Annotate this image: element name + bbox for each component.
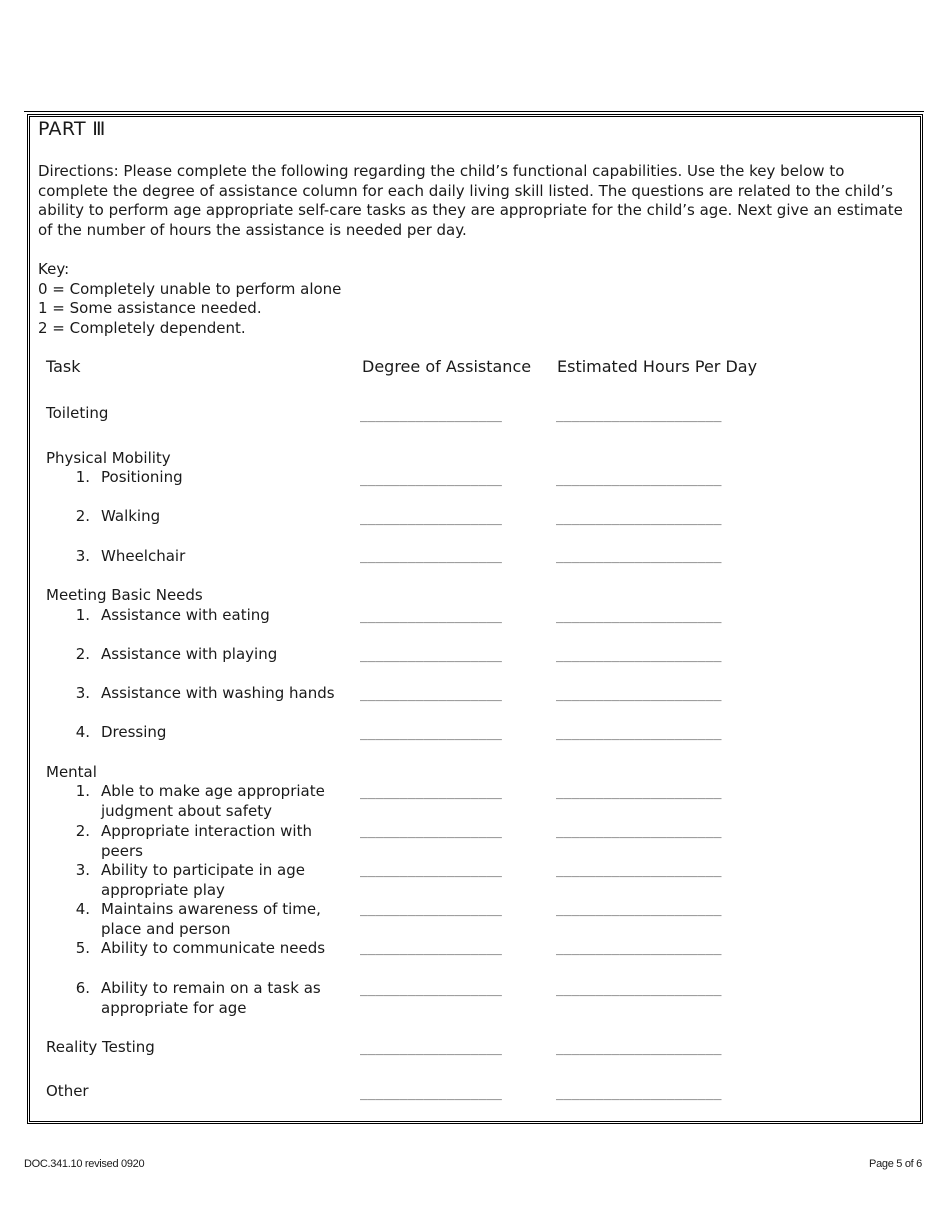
task-label-line: Appropriate interaction with [101,822,312,840]
task-label-line: place and person [101,919,231,938]
hours-blank[interactable]: _____________________ [556,982,722,997]
hours-blank[interactable]: _____________________ [556,648,722,663]
hours-blank[interactable]: _____________________ [556,902,722,917]
section-title: Meeting Basic Needs [46,586,203,604]
task-label-line: Ability to participate in age [101,861,305,879]
key-block [38,260,341,338]
task-label: Positioning [101,468,183,486]
task-label-line: Able to make age appropriate [101,782,325,800]
item-number: 6. [75,979,90,997]
task-label-line: judgment about safety [101,801,273,820]
degree-blank[interactable]: __________________ [360,941,502,956]
column-header-task: Task [46,357,81,376]
hours-blank[interactable]: _____________________ [556,863,722,878]
degree-blank[interactable]: __________________ [360,609,502,624]
item-number: 4. [75,900,90,918]
item-number: 1. [75,606,90,624]
hours-blank[interactable]: _____________________ [556,687,722,702]
degree-blank[interactable]: __________________ [360,687,502,702]
task-label: Assistance with eating [101,606,270,624]
item-number: 4. [75,723,90,741]
section-title: Physical Mobility [46,449,171,467]
hours-blank[interactable]: _____________________ [556,824,722,839]
item-number: 1. [75,468,90,486]
task-label [101,861,305,900]
hours-blank[interactable]: _____________________ [556,609,722,624]
task-label: Assistance with washing hands [101,684,335,702]
task-label-line: appropriate play [101,880,225,899]
degree-blank[interactable]: __________________ [360,1041,502,1056]
document-id: DOC.341.10 revised 0920 [24,1158,145,1170]
task-label [101,979,321,1018]
item-number: 1. [75,782,90,800]
hours-blank[interactable]: _____________________ [556,1041,722,1056]
item-number: 5. [75,939,90,957]
task-label: Dressing [101,723,167,741]
task-label: Assistance with playing [101,645,278,663]
item-number: 2. [75,507,90,525]
hours-blank[interactable]: _____________________ [556,785,722,800]
task-label-line: peers [101,841,143,860]
degree-blank[interactable]: __________________ [360,785,502,800]
hours-blank[interactable]: _____________________ [556,472,722,487]
task-label: Other [46,1082,89,1100]
hours-blank[interactable]: _____________________ [556,726,722,741]
page-number: Page 5 of 6 [869,1158,922,1170]
key-item: 2 = Completely dependent. [38,318,246,337]
top-rule [24,111,924,112]
degree-blank[interactable]: __________________ [360,902,502,917]
degree-blank[interactable]: __________________ [360,863,502,878]
hours-blank[interactable]: _____________________ [556,941,722,956]
degree-blank[interactable]: __________________ [360,648,502,663]
item-number: 3. [75,861,90,879]
item-number: 2. [75,645,90,663]
hours-blank[interactable]: _____________________ [556,511,722,526]
degree-blank[interactable]: __________________ [360,472,502,487]
degree-blank[interactable]: __________________ [360,408,502,423]
item-number: 2. [75,822,90,840]
key-item: 0 = Completely unable to perform alone [38,279,342,298]
section-title: Mental [46,763,97,781]
column-header-hours: Estimated Hours Per Day [557,357,758,376]
degree-blank[interactable]: __________________ [360,726,502,741]
column-header-degree: Degree of Assistance [362,357,532,376]
degree-blank[interactable]: __________________ [360,1086,502,1101]
item-number: 3. [75,547,90,565]
degree-blank[interactable]: __________________ [360,549,502,564]
hours-blank[interactable]: _____________________ [556,549,722,564]
task-label [101,822,312,861]
degree-blank[interactable]: __________________ [360,982,502,997]
task-label [101,782,325,821]
task-label [101,939,325,959]
key-heading: Key: [38,260,70,278]
hours-blank[interactable]: _____________________ [556,1086,722,1101]
task-label: Walking [101,507,161,525]
task-label-line: Ability to remain on a task as [101,979,321,997]
task-label [101,900,321,939]
task-label-line: Ability to communicate needs [101,939,326,957]
task-label-line: appropriate for age [101,998,247,1017]
task-label: Wheelchair [101,547,186,565]
task-label: Toileting [46,404,109,422]
task-label: Reality Testing [46,1038,155,1056]
hours-blank[interactable]: _____________________ [556,408,722,423]
directions-text: Directions: Please complete the following regarding the child’s functional capabilities. Use the key below to complete the degree of assistance column for each daily living skill listed. The questions are related to the child’s ability to perform age appropriate self-care tasks as they are appropriate for the child’s age. Next give an estimate of the number of hours the assistance is needed per day. [38,162,903,239]
degree-blank[interactable]: __________________ [360,824,502,839]
degree-blank[interactable]: __________________ [360,511,502,526]
part-title: PART Ⅲ [38,118,106,140]
key-item: 1 = Some assistance needed. [38,299,262,318]
task-label-line: Maintains awareness of time, [101,900,321,918]
item-number: 3. [75,684,90,702]
